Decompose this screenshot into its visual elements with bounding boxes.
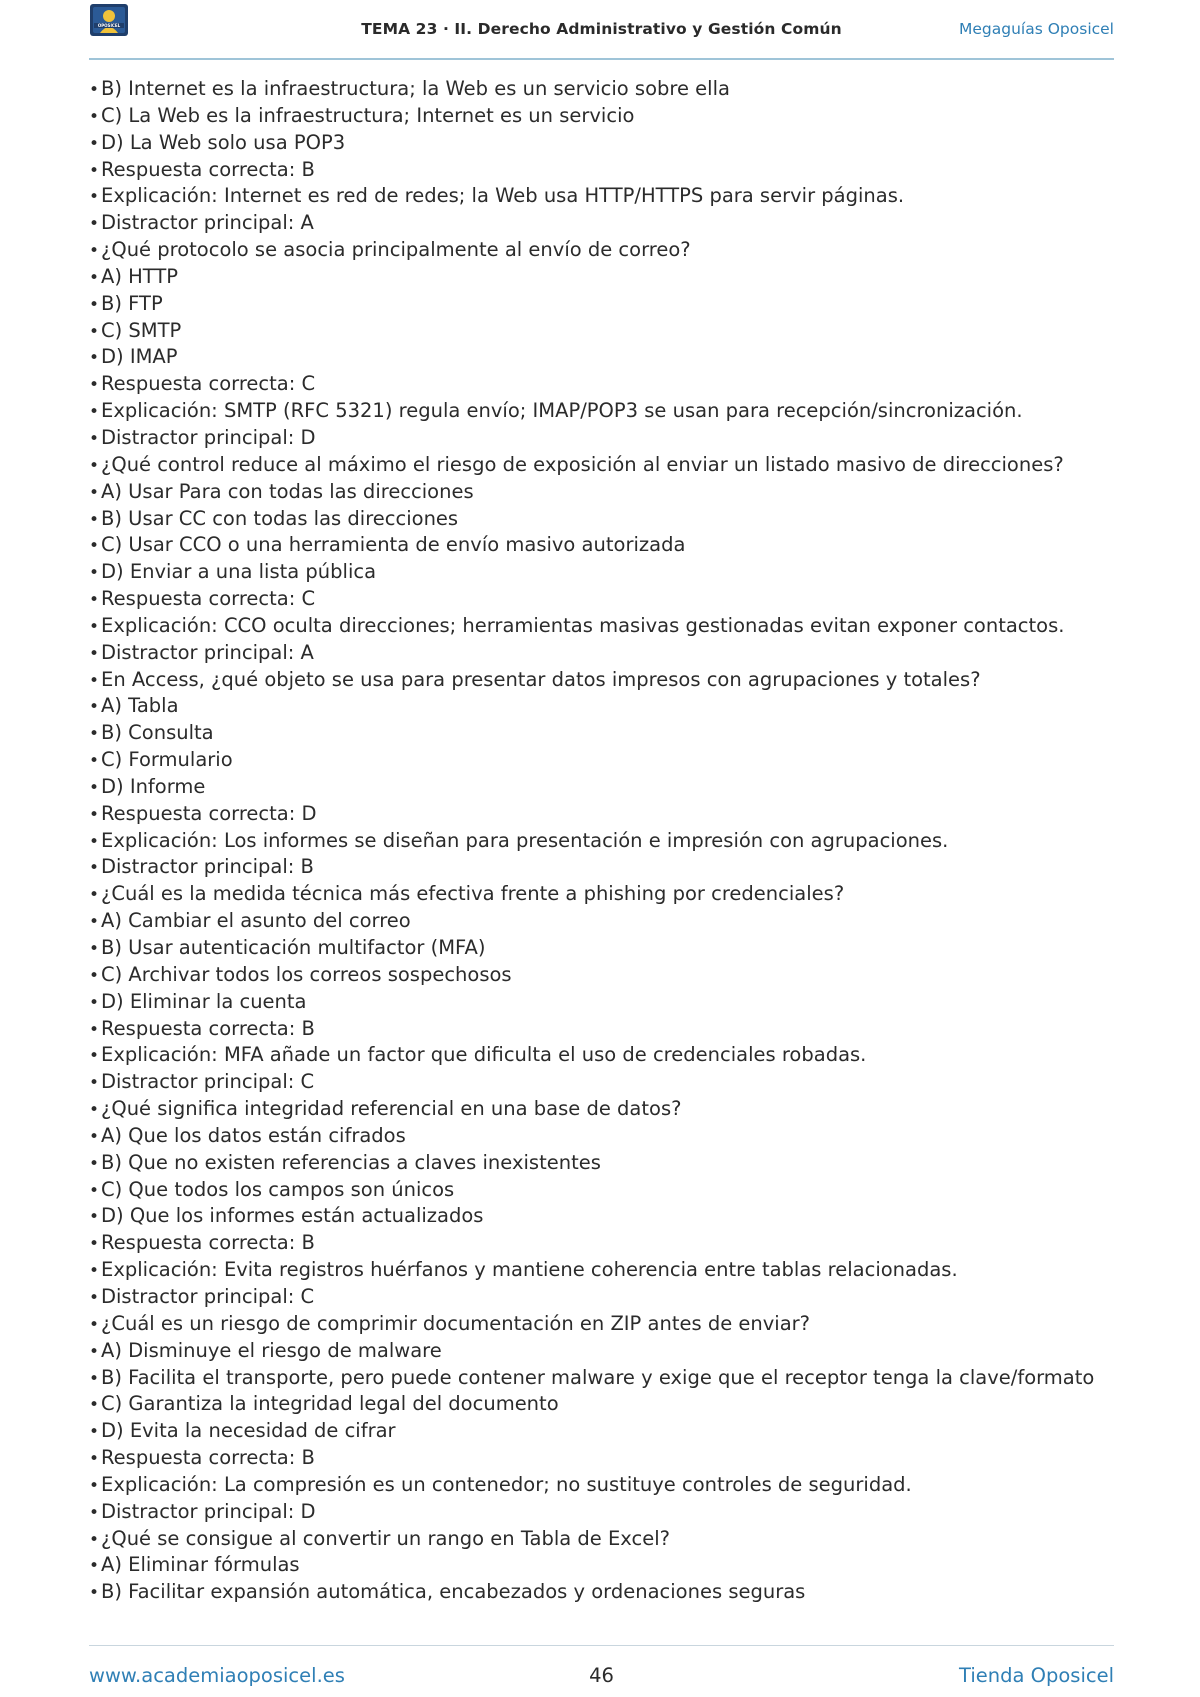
list-item-text: ¿Qué significa integridad referencial en una base de datos? xyxy=(101,1097,682,1121)
list-item xyxy=(89,264,1119,291)
list-item-text: C) Formulario xyxy=(101,748,233,772)
bullet-icon: • xyxy=(89,885,100,906)
list-item-text: Respuesta correcta: B xyxy=(101,1231,315,1255)
list-item-text: D) Informe xyxy=(101,774,206,798)
list-item xyxy=(89,344,1119,371)
bullet-icon: • xyxy=(89,1234,100,1255)
list-item xyxy=(89,989,1119,1016)
list-item-text: Explicación: Internet es red de redes; la Web usa HTTP/HTTPS para servir páginas. xyxy=(101,184,905,208)
list-item-text: Explicación: SMTP (RFC 5321) regula envío; IMAP/POP3 se usan para recepción/sincronización. xyxy=(101,399,1023,423)
list-item xyxy=(89,425,1119,452)
list-item xyxy=(89,1284,1119,1311)
bullet-icon: • xyxy=(89,590,100,611)
bullet-icon: • xyxy=(89,1422,100,1443)
bullet-icon: • xyxy=(89,1314,100,1335)
list-item-text: ¿Qué se consigue al convertir un rango en Tabla de Excel? xyxy=(101,1526,670,1550)
list-item xyxy=(89,1150,1119,1177)
list-item xyxy=(89,1069,1119,1096)
list-item xyxy=(89,1499,1119,1526)
bullet-icon: • xyxy=(89,80,100,100)
list-item xyxy=(89,828,1119,855)
list-item xyxy=(89,747,1119,774)
logo-text: OPOSICEL xyxy=(97,23,121,28)
bullet-icon: • xyxy=(89,777,100,798)
list-item xyxy=(89,881,1119,908)
bullet-icon: • xyxy=(89,536,100,557)
bullet-icon: • xyxy=(89,348,100,369)
list-item xyxy=(89,640,1119,667)
page-number: 46 xyxy=(589,1664,614,1687)
bullet-icon: • xyxy=(89,697,100,718)
list-item xyxy=(89,291,1119,318)
list-item xyxy=(89,1472,1119,1499)
bullet-icon: • xyxy=(89,375,100,396)
bullet-icon: • xyxy=(89,1046,100,1067)
list-item xyxy=(89,962,1119,989)
list-item xyxy=(89,1203,1119,1230)
list-item xyxy=(89,237,1119,264)
list-item xyxy=(89,1042,1119,1069)
list-item-text: B) Internet es la infraestructura; la Web es un servicio sobre ella xyxy=(101,77,730,100)
bullet-icon: • xyxy=(89,1261,100,1282)
bullet-icon: • xyxy=(89,1583,100,1604)
list-item-text: A) Disminuye el riesgo de malware xyxy=(101,1338,442,1362)
list-item xyxy=(89,1016,1119,1043)
bullet-icon: • xyxy=(89,187,100,208)
bullet-icon: • xyxy=(89,1207,100,1228)
list-item xyxy=(89,1579,1119,1606)
list-item xyxy=(89,103,1119,130)
list-item-text: A) Cambiar el asunto del correo xyxy=(101,909,411,933)
list-item xyxy=(89,935,1119,962)
list-item xyxy=(89,398,1119,425)
list-item-text: B) Consulta xyxy=(101,721,214,745)
list-item-text: C) SMTP xyxy=(101,318,182,342)
list-item-text: En Access, ¿qué objeto se usa para presentar datos impresos con agrupaciones y totales? xyxy=(101,667,981,691)
list-item-text: ¿Cuál es un riesgo de comprimir documentación en ZIP antes de enviar? xyxy=(101,1311,811,1335)
bullet-icon: • xyxy=(89,912,100,933)
list-item-text: Explicación: MFA añade un factor que dificulta el uso de credenciales robadas. xyxy=(101,1043,867,1067)
list-item-text: C) Garantiza la integridad legal del documento xyxy=(101,1392,559,1416)
bullet-icon: • xyxy=(89,831,100,852)
bullet-icon: • xyxy=(89,670,100,691)
list-item xyxy=(89,667,1119,694)
bullet-icon: • xyxy=(89,965,100,986)
bullet-icon: • xyxy=(89,643,100,664)
bullet-icon: • xyxy=(89,1180,100,1201)
bullet-icon: • xyxy=(89,858,100,879)
list-item-text: B) Usar autenticación multifactor (MFA) xyxy=(101,936,486,959)
list-item xyxy=(89,532,1119,559)
list-item-text: Respuesta correcta: B xyxy=(101,1446,315,1470)
bullet-icon: • xyxy=(89,402,100,423)
list-item xyxy=(89,586,1119,613)
bullet-icon: • xyxy=(89,1341,100,1362)
list-item xyxy=(89,210,1119,237)
list-item-text: B) Que no existen referencias a claves inexistentes xyxy=(101,1150,601,1174)
list-item xyxy=(89,1445,1119,1472)
list-item-text: D) IMAP xyxy=(101,345,178,369)
list-item-text: B) Facilitar expansión automática, encabezados y ordenaciones seguras xyxy=(101,1580,806,1604)
list-item xyxy=(89,1096,1119,1123)
bullet-icon: • xyxy=(89,751,100,772)
bullet-icon: • xyxy=(89,804,100,825)
list-item xyxy=(89,76,1119,103)
list-item-text: A) HTTP xyxy=(101,264,179,288)
list-item xyxy=(89,774,1119,801)
list-item xyxy=(89,613,1119,640)
list-item-text: A) Tabla xyxy=(101,694,179,718)
list-item-text: Distractor principal: A xyxy=(101,211,314,235)
list-item-text: Distractor principal: D xyxy=(101,425,316,449)
list-item xyxy=(89,1338,1119,1365)
list-item xyxy=(89,1365,1119,1392)
list-item-text: D) Enviar a una lista pública xyxy=(101,560,377,584)
list-item-text: Respuesta correcta: B xyxy=(101,157,315,181)
list-item-text: Distractor principal: C xyxy=(101,1070,315,1094)
list-item xyxy=(89,1177,1119,1204)
list-item-text: Respuesta correcta: C xyxy=(101,587,316,611)
footer-store-link[interactable]: Tienda Oposicel xyxy=(959,1664,1114,1687)
list-item-text: D) La Web solo usa POP3 xyxy=(101,130,346,154)
list-item-text: ¿Qué protocolo se asocia principalmente al envío de correo? xyxy=(101,238,691,262)
list-item-text: A) Eliminar fórmulas xyxy=(101,1553,300,1577)
bullet-icon: • xyxy=(89,1529,100,1550)
list-item xyxy=(89,1123,1119,1150)
bullet-icon: • xyxy=(89,267,100,288)
bullet-icon: • xyxy=(89,616,100,637)
list-item xyxy=(89,130,1119,157)
bullet-icon: • xyxy=(89,241,100,262)
list-item-text: B) Usar CC con todas las direcciones xyxy=(101,506,459,530)
list-item-text: C) Usar CCO o una herramienta de envío masivo autorizada xyxy=(101,533,686,557)
document-body xyxy=(89,76,1119,1606)
list-item xyxy=(89,1391,1119,1418)
bullet-icon: • xyxy=(89,482,100,503)
list-item xyxy=(89,1230,1119,1257)
list-item xyxy=(89,1526,1119,1553)
list-item-text: Explicación: Evita registros huérfanos y mantiene coherencia entre tablas relacionadas. xyxy=(101,1258,958,1282)
list-item-text: Respuesta correcta: B xyxy=(101,1016,315,1040)
bullet-icon: • xyxy=(89,321,100,342)
bullet-icon: • xyxy=(89,160,100,181)
list-item xyxy=(89,157,1119,184)
list-item xyxy=(89,506,1119,533)
list-item xyxy=(89,559,1119,586)
bullet-icon: • xyxy=(89,455,100,476)
list-item xyxy=(89,1257,1119,1284)
list-item-text: C) Archivar todos los correos sospechosos xyxy=(101,962,512,986)
bullet-icon: • xyxy=(89,724,100,745)
list-item-text: Explicación: CCO oculta direcciones; herramientas masivas gestionadas evitan exponer contactos. xyxy=(101,613,1065,637)
bullet-icon: • xyxy=(89,294,100,315)
bullet-icon: • xyxy=(89,133,100,154)
bullet-icon: • xyxy=(89,214,100,235)
bullet-icon: • xyxy=(89,509,100,530)
list-item xyxy=(89,1311,1119,1338)
list-item-text: ¿Qué control reduce al máximo el riesgo de exposición al enviar un listado masivo de direcciones? xyxy=(101,452,1064,476)
footer-website-link[interactable]: www.academiaoposicel.es xyxy=(89,1664,345,1687)
bullet-icon: • xyxy=(89,1556,100,1577)
list-item-text: B) FTP xyxy=(101,291,163,315)
bullet-icon: • xyxy=(89,1100,100,1121)
bullet-icon: • xyxy=(89,1153,100,1174)
list-item-text: Distractor principal: B xyxy=(101,855,314,879)
list-item xyxy=(89,183,1119,210)
header-brand: Megaguías Oposicel xyxy=(959,20,1114,38)
list-item xyxy=(89,801,1119,828)
list-item-text: A) Que los datos están cifrados xyxy=(101,1123,406,1147)
list-item-text: Explicación: La compresión es un contenedor; no sustituye controles de seguridad. xyxy=(101,1472,912,1496)
page-header xyxy=(89,0,1114,60)
list-item-text: Respuesta correcta: D xyxy=(101,801,317,825)
page-footer xyxy=(89,1645,1114,1697)
bullet-icon: • xyxy=(89,428,100,449)
bullet-icon: • xyxy=(89,939,100,959)
list-item xyxy=(89,371,1119,398)
list-item xyxy=(89,854,1119,881)
bullet-icon: • xyxy=(89,1019,100,1040)
list-item-text: Explicación: Los informes se diseñan para presentación e impresión con agrupaciones. xyxy=(101,828,949,852)
list-item-text: Distractor principal: C xyxy=(101,1284,315,1308)
list-item-text: B) Facilita el transporte, pero puede contener malware y exige que el receptor tenga la clave/formato xyxy=(101,1365,1095,1389)
list-item-text: A) Usar Para con todas las direcciones xyxy=(101,479,474,503)
list-item-text: Distractor principal: A xyxy=(101,640,314,664)
bullet-icon: • xyxy=(89,1287,100,1308)
list-item-text: C) Que todos los campos son únicos xyxy=(101,1177,455,1201)
bullet-icon: • xyxy=(89,1449,100,1470)
list-item xyxy=(89,452,1119,479)
list-item-text: D) Evita la necesidad de cifrar xyxy=(101,1419,396,1443)
list-item-text: Respuesta correcta: C xyxy=(101,372,316,396)
list-item xyxy=(89,1418,1119,1445)
list-item xyxy=(89,720,1119,747)
list-item xyxy=(89,318,1119,345)
bullet-icon: • xyxy=(89,1126,100,1147)
list-item-text: D) Que los informes están actualizados xyxy=(101,1204,484,1228)
list-item xyxy=(89,693,1119,720)
list-item-text: C) La Web es la infraestructura; Internet es un servicio xyxy=(101,103,635,127)
header-title: TEMA 23 · II. Derecho Administrativo y Gestión Común xyxy=(361,20,842,38)
list-item xyxy=(89,1552,1119,1579)
bullet-icon: • xyxy=(89,1395,100,1416)
bullet-icon: • xyxy=(89,1368,100,1389)
bullet-icon: • xyxy=(89,563,100,584)
list-item-text: ¿Cuál es la medida técnica más efectiva frente a phishing por credenciales? xyxy=(101,882,845,906)
bullet-icon: • xyxy=(89,1073,100,1094)
bullet-icon: • xyxy=(89,1502,100,1523)
bullet-icon: • xyxy=(89,992,100,1013)
list-item-text: D) Eliminar la cuenta xyxy=(101,989,307,1013)
list-item xyxy=(89,908,1119,935)
list-item xyxy=(89,479,1119,506)
list-item-text: Distractor principal: D xyxy=(101,1499,316,1523)
bullet-icon: • xyxy=(89,106,100,127)
bullet-icon: • xyxy=(89,1475,100,1496)
